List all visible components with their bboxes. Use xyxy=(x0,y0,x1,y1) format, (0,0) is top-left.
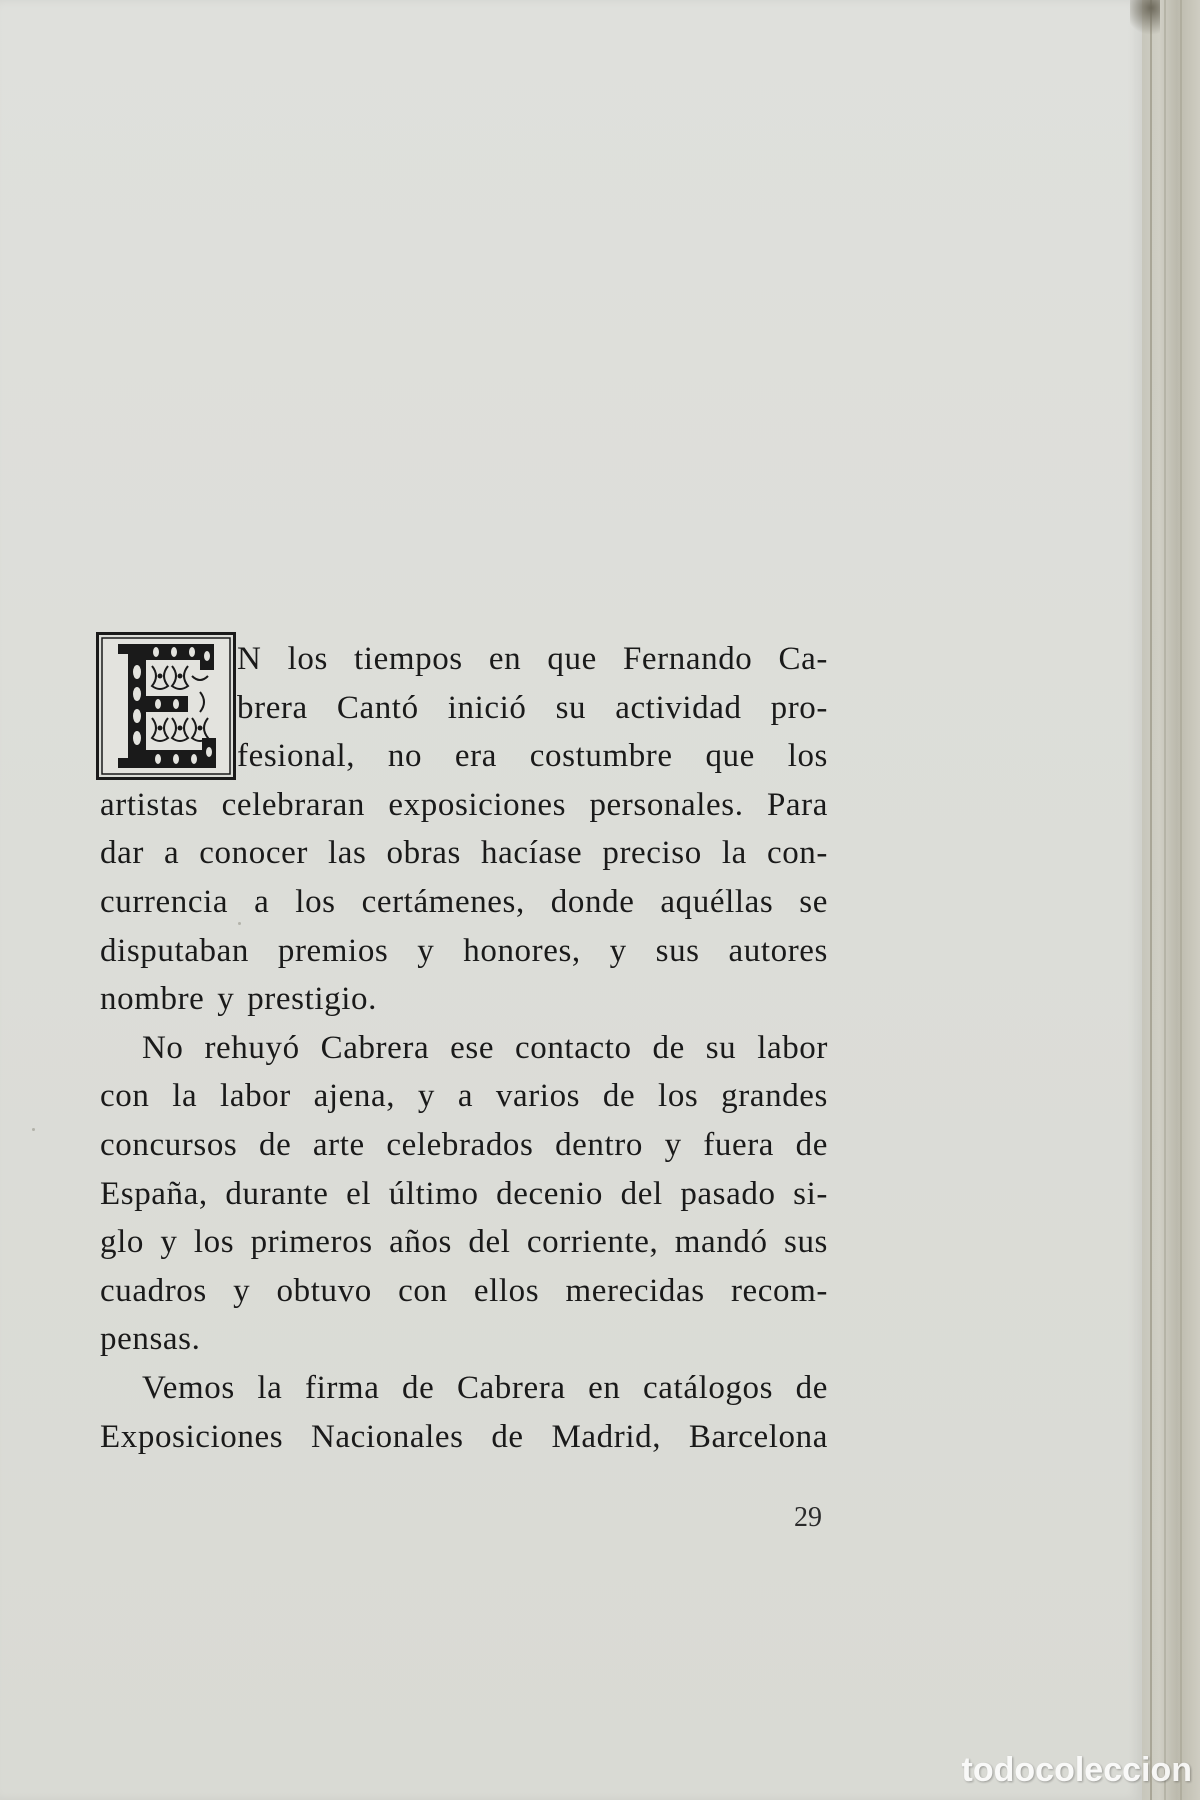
watermark-logo: todocoleccion xyxy=(961,1751,1192,1789)
text-line: N los tiempos en que Fernando Ca- xyxy=(237,641,828,677)
text-line: con la labor ajena, y a varios de los grandes xyxy=(100,1078,828,1115)
text-line: España, durante el último decenio del pasado si- xyxy=(100,1175,828,1212)
paper-speck xyxy=(32,1128,35,1131)
text-line: fesional, no era costumbre que los xyxy=(237,738,828,775)
text-line: artistas celebraran exposiciones personales. Para xyxy=(100,786,828,823)
text-line: No rehuyó Cabrera ese contacto de su labor xyxy=(142,1029,828,1066)
body-text xyxy=(100,635,828,1461)
text-line: Exposiciones Nacionales de Madrid, Barcelona xyxy=(100,1418,828,1455)
text-line: dar a conocer las obras hacíase preciso la con- xyxy=(100,835,828,872)
text-line: disputaban premios y honores, y sus autores xyxy=(100,932,828,969)
worn-corner xyxy=(1130,0,1160,40)
text-line: cuadros y obtuvo con ellos merecidas recom- xyxy=(100,1272,828,1309)
page-stack-edge xyxy=(1142,0,1200,1800)
page-edge-line xyxy=(1180,0,1182,1800)
text-line: Vemos la firma de Cabrera en catálogos de xyxy=(142,1369,828,1406)
text-line: currencia a los certámenes, donde aquéllas se xyxy=(100,883,828,920)
page-edge-line xyxy=(1150,0,1152,1800)
text-line: concursos de arte celebrados dentro y fuera de xyxy=(100,1126,828,1163)
text-line: nombre y prestigio. xyxy=(100,981,377,1018)
page-edge-line xyxy=(1164,0,1166,1800)
text-line: pensas. xyxy=(100,1321,201,1358)
text-line: brera Cantó inició su actividad pro- xyxy=(237,689,828,726)
text-line: glo y los primeros años del corriente, mandó sus xyxy=(100,1224,828,1261)
page-number: 29 xyxy=(794,1502,822,1533)
paper-speck xyxy=(238,922,241,925)
